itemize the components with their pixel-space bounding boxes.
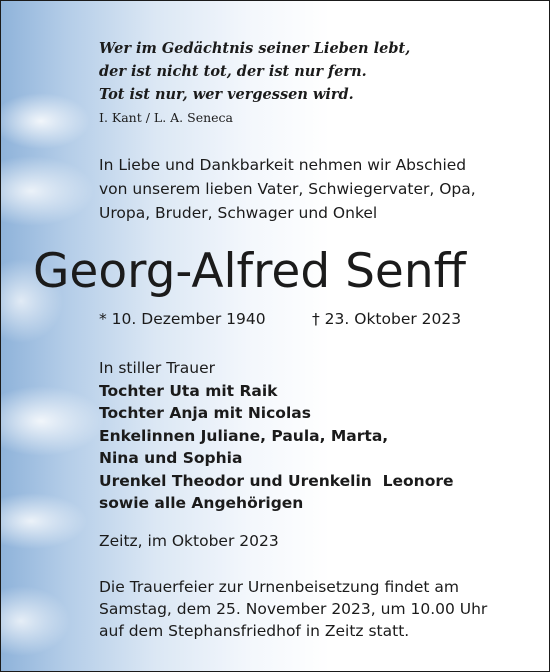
quote-author: I. Kant / L. A. Seneca — [99, 110, 233, 125]
quote-line: der ist nicht tot, der ist nur fern. — [99, 63, 367, 80]
mourner-line: Urenkel Theodor und Urenkelin Leonore — [99, 471, 454, 490]
death-date: † 23. Oktober 2023 — [312, 310, 462, 328]
mourners-list — [99, 357, 454, 515]
birth-date: * 10. Dezember 1940 — [99, 310, 266, 328]
farewell-line: von unserem lieben Vater, Schwiegervater, Opa, — [99, 180, 476, 198]
farewell-line: Uropa, Bruder, Schwager und Onkel — [99, 204, 378, 222]
mourner-line: Tochter Uta mit Raik — [99, 381, 278, 400]
funeral-service-info — [99, 576, 487, 642]
farewell-text — [99, 153, 476, 225]
service-line: Samstag, dem 25. November 2023, um 10.00 Uhr — [99, 600, 488, 618]
farewell-line: In Liebe und Dankbarkeit nehmen wir Abschied — [99, 156, 467, 174]
mourner-line: Tochter Anja mit Nicolas — [99, 404, 311, 422]
quote-line: Tot ist nur, wer vergessen wird. — [99, 86, 354, 103]
mourner-line: Nina und Sophia — [99, 449, 243, 467]
service-line: auf dem Stephansfriedhof in Zeitz statt. — [99, 622, 410, 640]
mourners-heading: In stiller Trauer — [99, 359, 216, 377]
service-line: Die Trauerfeier zur Urnenbeisetzung findet am — [99, 578, 460, 596]
mourner-line: sowie alle Angehörigen — [99, 494, 304, 512]
mourner-line: Enkelinnen Juliane, Paula, Marta, — [99, 426, 389, 445]
deceased-name: Georg-Alfred Senff — [33, 244, 467, 299]
quote-line: Wer im Gedächtnis seiner Lieben lebt, — [99, 40, 411, 57]
life-dates — [99, 310, 462, 328]
place-date: Zeitz, im Oktober 2023 — [99, 532, 279, 550]
memorial-quote — [99, 37, 410, 106]
